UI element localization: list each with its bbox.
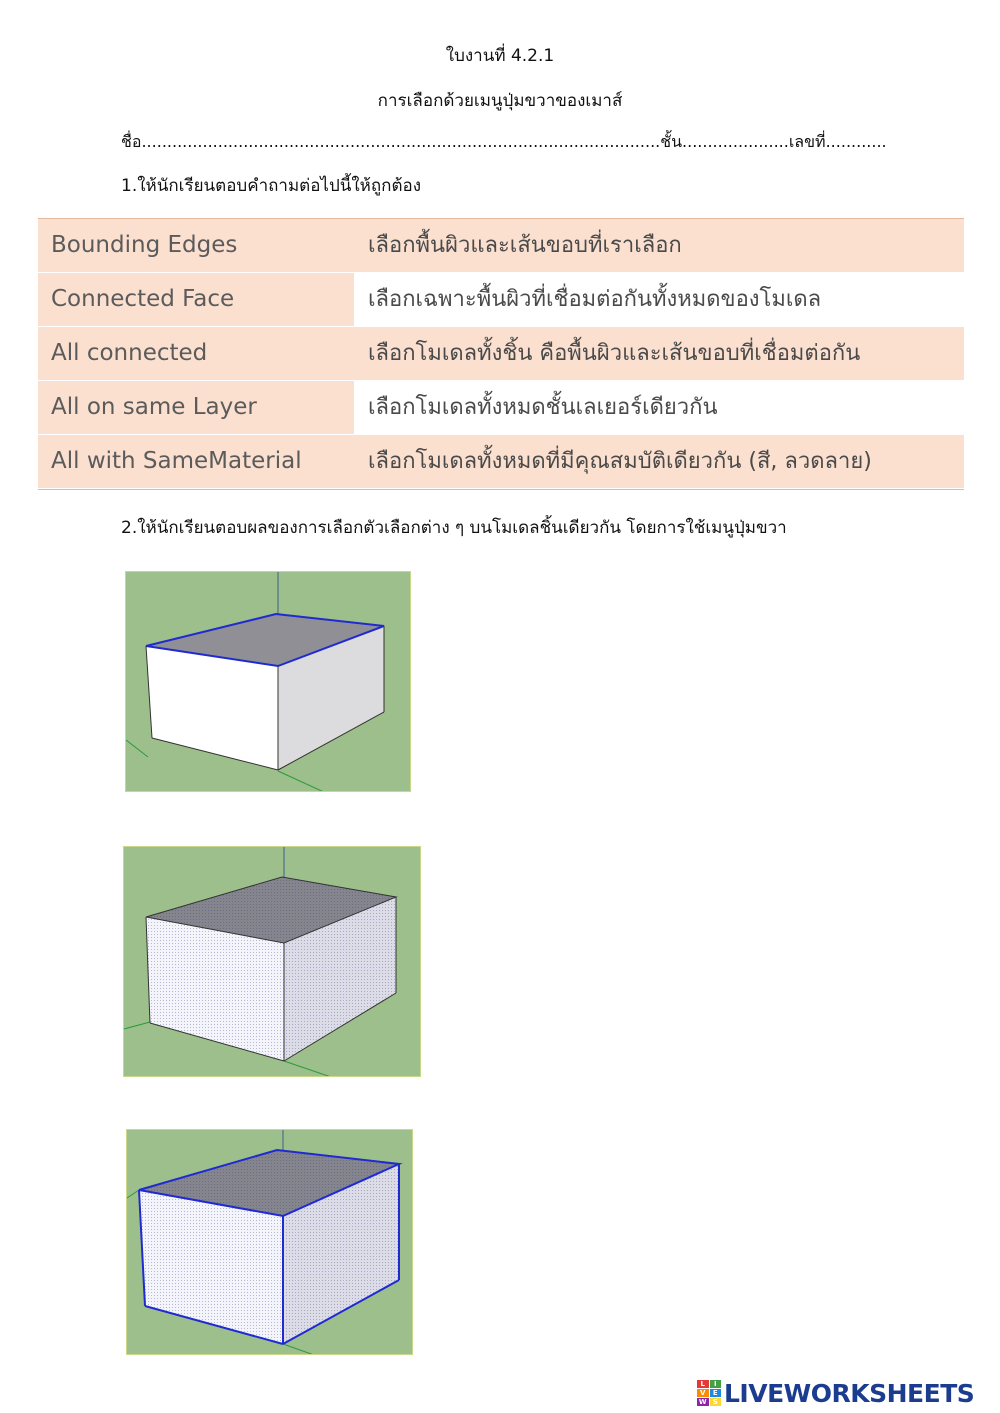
box-model-2 (124, 847, 421, 1077)
option-description: เลือกโมเดลทั้งหมดที่มีคุณสมบัติเดียวกัน (สี, ลวดลาย) (354, 435, 964, 488)
option-description: เลือกเฉพาะพื้นผิวที่เชื่อมต่อกันทั้งหมดของโมเดล (354, 273, 964, 326)
worksheet-title: ใบงานที่ 4.2.1 (445, 46, 555, 66)
option-description: เลือกโมเดลทั้งชิ้น คือพื้นผิวและเส้นขอบที่เชื่อมต่อกัน (354, 327, 964, 380)
selection-options-table (38, 218, 964, 490)
logo-letter: S (710, 1398, 722, 1406)
option-description: เลือกโมเดลทั้งหมดชั้นเลเยอร์เดียวกัน (354, 381, 964, 434)
table-row (38, 273, 964, 326)
table-row (38, 435, 964, 488)
table-row (38, 219, 964, 272)
table-row (38, 327, 964, 380)
model-image-3 (126, 1129, 413, 1355)
logo-mark-icon (697, 1380, 721, 1406)
option-term: All on same Layer (38, 381, 354, 434)
table-row (38, 381, 964, 434)
logo-letter: W (698, 1398, 707, 1406)
option-term: Connected Face (38, 273, 354, 326)
liveworksheets-logo (697, 1376, 974, 1410)
option-term: All connected (38, 327, 354, 380)
option-term: Bounding Edges (38, 219, 354, 272)
logo-letter: E (710, 1389, 722, 1397)
model-image-2 (123, 846, 421, 1077)
option-term: All with SameMaterial (38, 435, 354, 488)
box-model-1 (126, 572, 411, 792)
student-info-line: ชื่อ......................................................................................................ชั้น.....................เลขที่............ (121, 132, 887, 151)
logo-letter: I (710, 1380, 722, 1388)
logo-letter: V (697, 1389, 709, 1397)
question2-instruction: 2.ให้นักเรียนตอบผลของการเลือกตัวเลือกต่าง ๆ บนโมเดลชิ้นเดียวกัน โดยการใช้เมนูปุ่มขวา (121, 518, 787, 538)
question1-instruction: 1.ให้นักเรียนตอบคำถามต่อไปนี้ให้ถูกต้อง (121, 176, 422, 196)
model-image-1 (125, 571, 411, 792)
worksheet-subtitle: การเลือกด้วยเมนูปุ่มขวาของเมาส์ (377, 91, 623, 111)
logo-letter: L (697, 1380, 709, 1388)
option-description: เลือกพื้นผิวและเส้นขอบที่เราเลือก (354, 219, 964, 272)
logo-text: LIVEWORKSHEETS (724, 1378, 975, 1408)
box-model-3 (127, 1130, 413, 1355)
